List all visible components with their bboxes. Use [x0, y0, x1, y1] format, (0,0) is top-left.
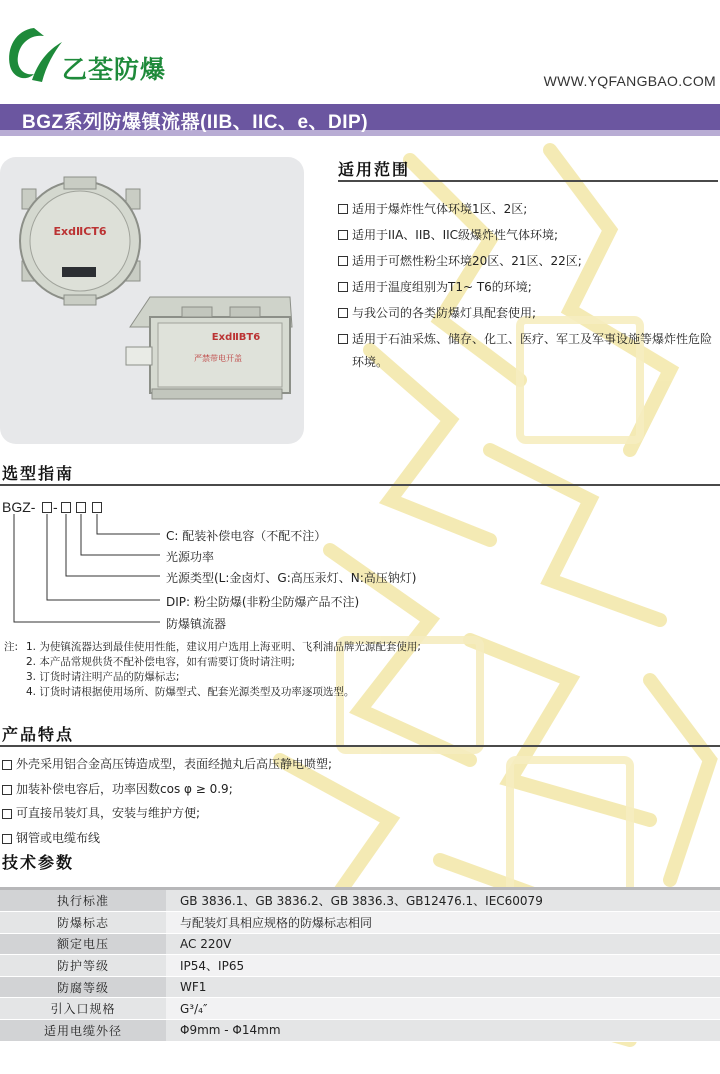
page-title: BGZ系列防爆镇流器(IIB、IIC、e、DIP): [22, 112, 369, 133]
spec-key: 引入口规格: [0, 998, 166, 1020]
box-unit-label: ExdⅡBT6: [211, 332, 261, 343]
list-item: 适用于IIA、IIB、IIC级爆炸性气体环境;: [338, 222, 718, 248]
round-ballast-unit: [20, 177, 140, 305]
list-item: 可直接吊装灯具，安装与维护方便;: [2, 801, 718, 826]
checkbox-icon: [2, 785, 12, 795]
list-item: 适用于可燃性粉尘环境20区、21区、22区;: [338, 248, 718, 274]
spec-key: 额定电压: [0, 933, 166, 955]
spec-key: 适用电缆外径: [0, 1020, 166, 1042]
checkbox-icon: [338, 334, 348, 344]
table-row: [0, 890, 720, 912]
spec-value: GB 3836.1、GB 3836.2、GB 3836.3、GB12476.1、IEC60079: [166, 890, 720, 912]
list-item: 外壳采用铝合金高压铸造成型，表面经抛丸后高压静电喷塑;: [2, 752, 718, 777]
note-tag: 注:: [4, 641, 19, 653]
list-item: 适用于爆炸性气体环境1区、2区;: [338, 196, 718, 222]
specs-heading: 技术参数: [2, 853, 75, 872]
guide-label-power: 光源功率: [166, 550, 215, 564]
checkbox-icon: [2, 760, 12, 770]
note-item: 2. 本产品常规供货不配补偿电容，如有需要订货时请注明;: [26, 656, 295, 668]
list-item: 加装补偿电容后，功率因数cos φ ≥ 0.9;: [2, 777, 718, 802]
table-row: [0, 976, 720, 998]
order-notes: [4, 640, 716, 700]
guide-label-dip: DIP: 粉尘防爆(非粉尘防爆产品不注): [166, 595, 360, 609]
product-photo: [0, 157, 304, 444]
checkbox-icon: [338, 204, 348, 214]
list-item: 钢管或电缆布线: [2, 826, 718, 851]
spec-value: 与配装灯具相应规格的防爆标志相同: [166, 912, 720, 934]
note-item: 4. 订货时请根据使用场所、防爆型式、配套光源类型及功率逐项选型。: [26, 686, 355, 698]
checkbox-icon: [2, 834, 12, 844]
box-ballast-unit: [126, 297, 292, 399]
box-unit-warning: 严禁带电开盖: [194, 354, 242, 363]
guide-label-ballast: 防爆镇流器: [166, 617, 227, 631]
table-row: [0, 998, 720, 1020]
round-unit-label: ExdⅡCT6: [53, 225, 107, 238]
list-item: 与我公司的各类防爆灯具配套使用;: [338, 300, 718, 326]
note-item: 注: 1. 为使镇流器达到最佳使用性能，建议用户选用上海亚明、飞利浦品牌光源配套使用;: [4, 641, 421, 653]
checkbox-icon: [2, 809, 12, 819]
features-divider: [0, 745, 720, 747]
company-logo: [4, 22, 194, 90]
scope-divider: [338, 180, 718, 182]
guide-label-lamp-type: 光源类型(L:金卤灯、G:高压汞灯、N:高压钠灯): [166, 571, 417, 585]
note-item: 3. 订货时请注明产品的防爆标志;: [26, 671, 180, 683]
list-item: 适用于温度组别为T1~ T6的环境;: [338, 274, 718, 300]
logo-text: 乙荃防爆: [62, 55, 167, 84]
spec-value: Φ9mm - Φ14mm: [166, 1020, 720, 1042]
checkbox-icon: [338, 308, 348, 318]
spec-value: WF1: [166, 976, 720, 998]
checkbox-icon: [338, 230, 348, 240]
table-row: [0, 1020, 720, 1042]
spec-value: IP54、IP65: [166, 955, 720, 977]
scope-list: [338, 196, 718, 374]
guide-divider: [0, 484, 720, 486]
checkbox-icon: [338, 256, 348, 266]
list-item: 适用于石油采炼、储存、化工、医疗、军工及军事设施等爆炸性危险环境。: [338, 326, 718, 374]
features-list: [2, 752, 718, 850]
spec-value: AC 220V: [166, 933, 720, 955]
specs-table: [0, 890, 720, 1042]
spec-value: G³/₄″: [166, 998, 720, 1020]
spec-key: 防腐等级: [0, 976, 166, 998]
guide-label-capacitor: C: 配装补偿电容（不配不注）: [166, 529, 327, 543]
checkbox-icon: [338, 282, 348, 292]
features-heading: 产品特点: [2, 725, 75, 744]
site-url[interactable]: WWW.YQFANGBAO.COM: [543, 73, 716, 89]
ballast-illustration: [0, 157, 304, 444]
scope-heading: 适用范围: [338, 160, 411, 179]
logo-mark-icon: [4, 22, 64, 86]
table-row: [0, 955, 720, 977]
spec-key: 执行标准: [0, 890, 166, 912]
model-prefix: BGZ-: [2, 499, 36, 515]
table-row: [0, 933, 720, 955]
table-row: [0, 912, 720, 934]
code-dash: -: [53, 499, 58, 515]
spec-key: 防护等级: [0, 955, 166, 977]
spec-key: 防爆标志: [0, 912, 166, 934]
guide-heading: 选型指南: [2, 464, 75, 483]
